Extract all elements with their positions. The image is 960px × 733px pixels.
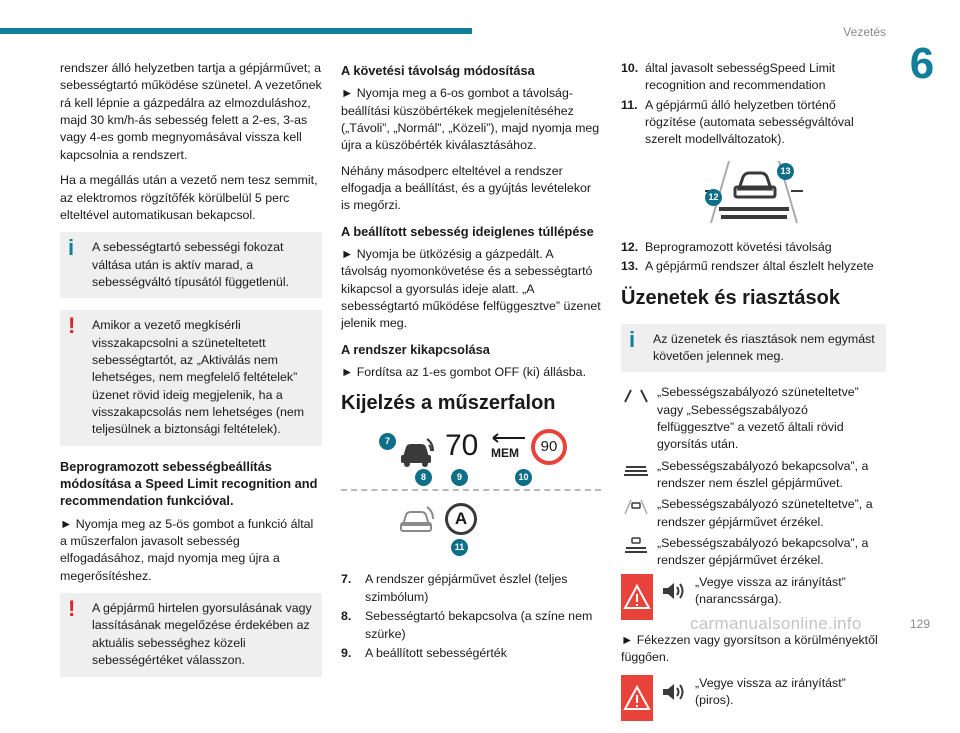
note-text: Az üzenetek és riasztások nem egymást követően jelennek meg. — [653, 331, 875, 363]
list-item: 9. A beállított sebességérték — [341, 645, 507, 660]
info-icon: i — [629, 326, 636, 352]
message-item — [621, 535, 886, 570]
cruise-car-icon — [397, 435, 437, 469]
paragraph: ► Fordítsa az 1-es gombot OFF (ki) állásba. — [341, 365, 587, 380]
speaker-icon — [661, 681, 687, 703]
lane-lines-icon — [621, 386, 651, 404]
speed-limit-value: 90 — [540, 438, 558, 456]
set-speed-value: 70 — [445, 429, 479, 463]
section-heading: Kijelzés a műszerfalon — [341, 392, 556, 415]
paragraph: ► Nyomja meg a 6-os gombot a távolság-beállítási küszöbértékek megjelenítéséhez („Távoli”, „Normál”, „Közeli”), majd nyomja meg újra a küszöbérték kiválasztásához. — [341, 86, 600, 153]
message-text: „Sebességszabályozó bekapcsolva”, a rendszer gépjárművet érzékel. — [657, 536, 869, 568]
mem-label: MEM — [491, 446, 519, 461]
paragraph: Néhány másodperc elteltével a rendszer elfogadja a beállítást, és a gyújtás levételekor is megőrzi. — [341, 163, 592, 213]
paragraph: rendszer álló helyzetben tartja a gépjárművet; a sebességtartó működése szünetel. A vezetőnek rá kell lépnie a gázpedálra az elmozduláshoz, majd 30 km/h-ás sebesség felett a 2-es, 3-as vagy 4-es gomb megnyomásával vissza kell kapcsolnia a rendszert. — [60, 61, 322, 162]
warning-note — [60, 310, 322, 446]
list-item: 8. Sebességtartó bekapcsolva (a színe nem szürke) — [341, 609, 593, 641]
warning-triangle-icon — [621, 675, 653, 721]
column-middle — [341, 60, 601, 664]
note-text: Amikor a vezető megkísérli visszakapcsolni a szüneteltetett sebességtartót, az „Aktiválás nem lehetséges, nem megfelelő feltételek” üzenet rövid ideig megjelenik, ha a visszakapcsolás nem lehetséges (nem teljesülnek a biztonsági feltételek). — [92, 318, 305, 437]
message-text: „Sebességszabályozó szüneteltetve”, a rendszer gépjárművet érzékel. — [657, 497, 873, 529]
subheading: Beprogramozott sebességbeállítás módosítása a Speed Limit recognition and recommendation funkcióval. — [60, 458, 318, 509]
subheading: A követési távolság módosítása — [341, 63, 535, 78]
list-item: 13. A gépjármű rendszer által észlelt helyzete — [621, 259, 874, 274]
page-number: 129 — [909, 617, 930, 631]
callout-10: 10 — [515, 469, 532, 486]
callout-13: 13 — [777, 163, 794, 180]
column-left — [60, 60, 322, 689]
car-lines-grey-icon — [621, 498, 651, 516]
message-item — [621, 496, 886, 531]
paragraph: ► Nyomja meg az 5-ös gombot a funkció által a műszerfalon javasolt sebesség elfogadásához, majd nyomja meg újra a megerősítéshez. — [60, 516, 314, 583]
callout-9: 9 — [451, 469, 468, 486]
list-item: 7. A rendszer gépjárművet észlel (teljes szimbólum) — [341, 572, 568, 604]
speaker-icon — [661, 580, 687, 602]
dashboard-figure — [341, 429, 601, 561]
note-text: A gépjármű hirtelen gyorsulásának vagy lassításának megelőzése érdekében az aktuális sebességhez közeli sebességértéket válasszon. — [92, 601, 312, 668]
lane-bars-icon — [621, 460, 651, 478]
message-text: „Sebességszabályozó bekapcsolva”, a rendszer nem észlel gépjárművet. — [657, 458, 869, 491]
callout-7: 7 — [379, 433, 396, 450]
warning-note — [60, 593, 322, 676]
distance-figure — [621, 159, 886, 233]
chapter-number: 6 — [909, 39, 935, 88]
alert-item — [621, 675, 886, 725]
message-item — [621, 384, 886, 453]
subheading: A beállított sebesség ideiglenes túllépése — [341, 223, 594, 239]
message-text: „Sebességszabályozó szüneteltetve” vagy „Sebességszabályozó felfüggesztve” a vezető általi rövid gyorsítás után. — [657, 385, 859, 452]
auto-hold-letter: A — [454, 509, 468, 529]
info-note — [621, 324, 886, 373]
exclamation-icon: ! — [68, 313, 76, 339]
figure-divider — [341, 489, 601, 491]
alert-text: „Vegye vissza az irányítást” (piros). — [695, 675, 846, 707]
exclamation-icon: ! — [68, 596, 76, 622]
paragraph: ► Fékezzen vagy gyorsítson a körülményektől függően. — [621, 632, 878, 665]
message-item — [621, 458, 886, 493]
paragraph: ► Nyomja be ütközésig a gázpedált. A távolság nyomonkövetése és a sebességtartó kikapcsol a gyorsulás ideje alatt. „A sebességtartó működése felfüggesztve” üzenet jelenik meg. — [341, 247, 601, 331]
cruise-car-grey-icon — [397, 503, 437, 537]
watermark: carmanualsonline.info — [690, 614, 862, 633]
speed-limit-sign — [531, 429, 567, 465]
header-bar — [0, 28, 472, 34]
list-item: 11. A gépjármű álló helyzetben történő rögzítése (automata sebességváltóval szerelt modellváltozatok). — [621, 97, 854, 147]
note-text: A sebességtartó sebességi fokozat váltása után is aktív marad, a sebességváltó típusától függetlenül. — [92, 240, 290, 289]
paragraph: Ha a megállás után a vezető nem tesz semmit, az elektromos rögzítőfék körülbelül 5 perc elteltével automatikusan bekapcsol. — [60, 173, 318, 222]
car-bars-icon — [621, 537, 651, 555]
list-item: 10. által javasolt sebességSpeed Limit recognition and recommendation — [621, 61, 836, 93]
callout-8: 8 — [415, 469, 432, 486]
section-title: Vezetés — [843, 25, 886, 39]
subheading: A rendszer kikapcsolása — [341, 341, 490, 357]
auto-hold-icon — [445, 503, 477, 535]
alert-text: „Vegye vissza az irányítást” (narancssárga). — [695, 574, 846, 607]
memory-arrow-icon — [491, 433, 527, 443]
callout-11: 11 — [451, 539, 468, 556]
info-icon: i — [68, 235, 75, 261]
section-heading: Üzenetek és riasztások — [621, 286, 841, 309]
warning-triangle-icon — [621, 574, 653, 620]
callout-12: 12 — [705, 189, 722, 206]
list-item: 12. Beprogramozott követési távolság — [621, 239, 832, 254]
info-note — [60, 232, 322, 298]
